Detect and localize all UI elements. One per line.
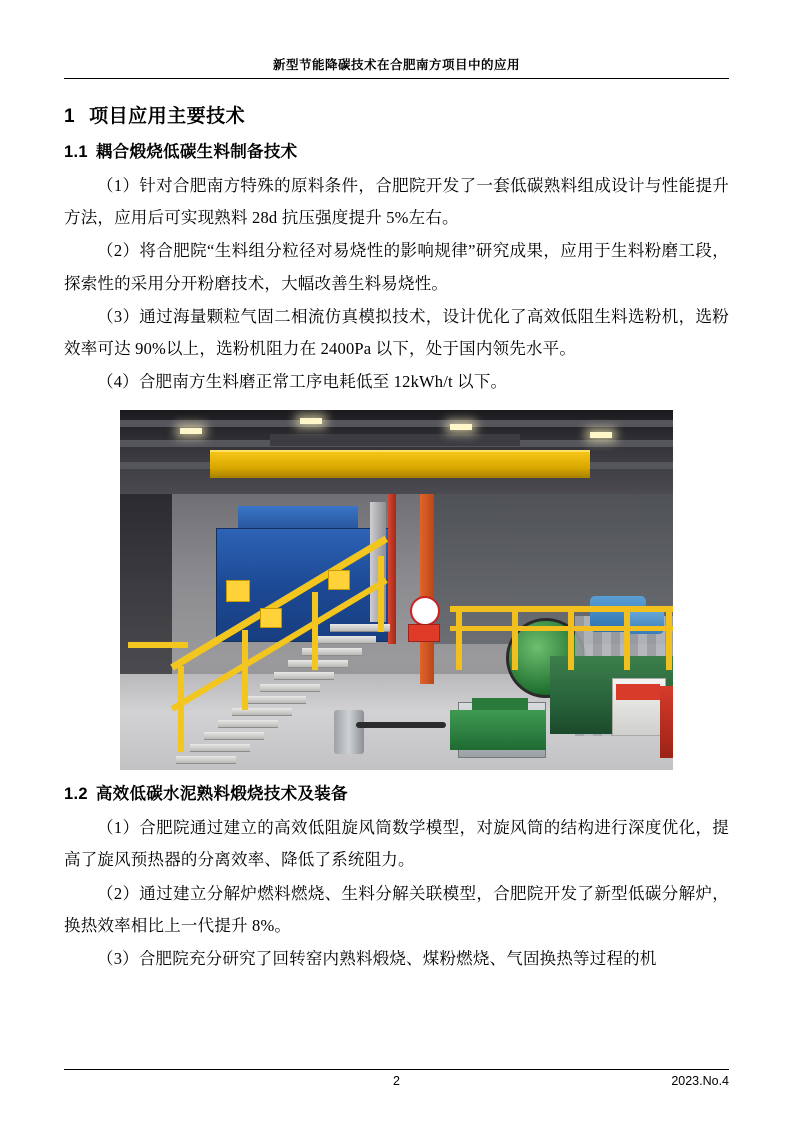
subsection-heading-1 xyxy=(64,138,729,162)
overhead-crane xyxy=(210,450,590,478)
ceiling-light xyxy=(450,424,472,430)
warning-sign xyxy=(260,608,282,628)
page-content xyxy=(64,55,729,976)
platform-railing xyxy=(128,642,188,648)
platform-railing xyxy=(450,606,673,612)
red-fire-box xyxy=(660,686,673,758)
paragraph: （2）将合肥院“生料组分粒径对易烧性的影响规律”研究成果，应用于生料粉磨工段，探索性的采用分开粉磨技术，大幅改善生料易烧性。 xyxy=(64,241,729,293)
safety-sign xyxy=(408,624,440,642)
ceiling-light xyxy=(180,428,202,434)
subsection-number-1: 1.1 xyxy=(64,143,88,161)
paragraph: （1）针对合肥南方特殊的原料条件，合肥院开发了一套低碳熟料组成设计与性能提升方法，应用后可实现熟料 28d 抗压强度提升 5%左右。 xyxy=(64,176,729,228)
issue-label: 2023.No.4 xyxy=(671,1074,729,1088)
equipment-box-label xyxy=(616,684,660,700)
page-number: 2 xyxy=(393,1074,400,1088)
page-footer xyxy=(64,1069,729,1092)
footer-divider xyxy=(64,1069,729,1070)
platform-railing xyxy=(450,626,673,631)
railing-post xyxy=(666,606,672,670)
section-heading xyxy=(64,101,729,128)
paragraph: （1）合肥院通过建立的高效低阻旋风筒数学模型，对旋风筒的结构进行深度优化，提高了旋风预热器的分离效率、降低了系统阻力。 xyxy=(64,818,729,870)
paragraph: （4）合肥南方生料磨正常工序电耗低至 12kWh/t 以下。 xyxy=(97,372,508,392)
railing-post xyxy=(456,606,462,670)
document-body xyxy=(64,79,729,975)
prohibition-sign xyxy=(410,596,440,626)
paragraph: （2）通过建立分解炉燃料燃烧、生料分解关联模型，合肥院开发了新型低碳分解炉，换热效率相比上一代提升 8%。 xyxy=(64,883,729,935)
warning-sign xyxy=(226,580,250,602)
warning-sign xyxy=(328,570,350,590)
railing-post xyxy=(568,606,574,670)
section-number: 1 xyxy=(64,106,76,127)
ceiling-beam xyxy=(120,420,673,427)
staircase xyxy=(172,606,432,770)
railing-post xyxy=(512,606,518,670)
page-header: 新型节能降碳技术在合肥南方项目中的应用 xyxy=(64,55,729,79)
metal-drum xyxy=(334,710,364,754)
hose xyxy=(356,722,446,728)
green-pump-unit xyxy=(450,710,546,750)
subsection-title-1: 耦合煅烧低碳生料制备技术 xyxy=(95,143,298,161)
subsection-title-2: 高效低碳水泥熟料煅烧技术及装备 xyxy=(95,785,348,804)
ceiling-light xyxy=(300,418,322,424)
railing-post xyxy=(624,606,630,670)
subsection-number-2: 1.2 xyxy=(64,785,88,804)
ceiling-light xyxy=(590,432,612,438)
paragraph: （3）合肥院充分研究了回转窑内熟料煅烧、煤粉燃烧、气固换热等过程的机 xyxy=(97,948,657,968)
crane-rail xyxy=(270,434,520,446)
subsection-heading-2 xyxy=(64,780,729,804)
section-title: 项目应用主要技术 xyxy=(89,106,246,127)
factory-photo xyxy=(120,410,673,770)
paragraph: （3）通过海量颗粒气固二相流仿真模拟技术，设计优化了高效低阻生料选粉机，选粉效率可达 90%以上，选粉机阻力在 2400Pa 以下，处于国内领先水平。 xyxy=(64,306,729,358)
